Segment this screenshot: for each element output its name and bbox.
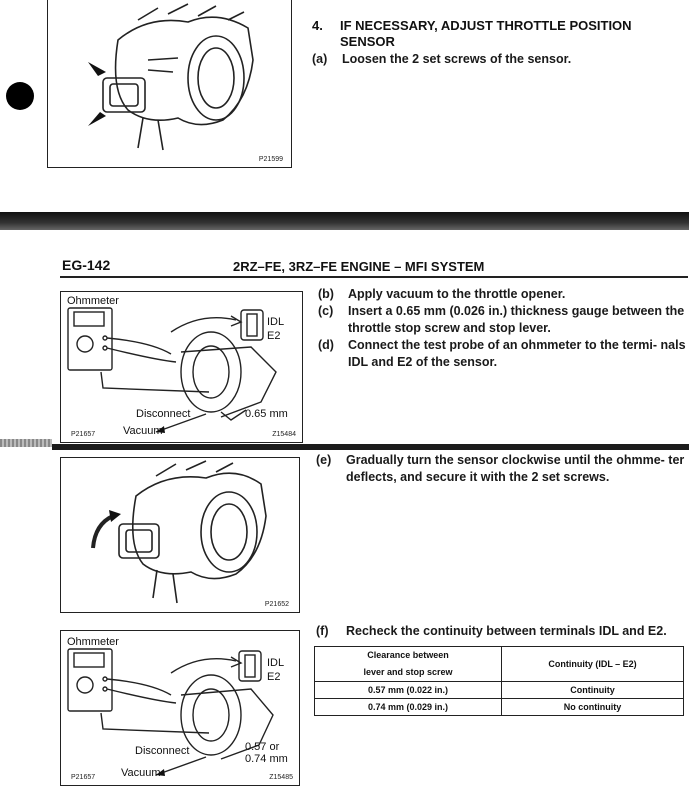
table-row xyxy=(315,682,684,699)
table-cell: No continuity xyxy=(502,699,684,716)
ohmmeter-label: Ohmmeter xyxy=(67,295,119,307)
arrow-icon xyxy=(88,62,106,76)
figure-id-right: Z15485 xyxy=(269,774,293,781)
disconnect-label: Disconnect xyxy=(136,408,191,420)
item-label: (b) xyxy=(318,287,334,301)
step-title-line1: IF NECESSARY, ADJUST THROTTLE POSITION xyxy=(340,18,632,33)
throttle-body-illustration xyxy=(48,0,292,168)
figure-id-left: P21657 xyxy=(71,431,96,438)
figure-id: P21652 xyxy=(264,601,289,608)
item-a xyxy=(312,51,682,68)
item-e xyxy=(316,452,686,486)
figure-id: P21599 xyxy=(258,156,283,163)
ohmmeter-wiring-illustration xyxy=(61,292,303,443)
item-text: Connect the test probe of an ohmmeter to the termi- nals IDL and E2 of the sensor. xyxy=(348,338,686,369)
probe-wire xyxy=(107,338,176,362)
figure-turn-sensor xyxy=(60,457,300,613)
item-text: Apply vacuum to the throttle opener. xyxy=(348,287,566,301)
arrow-icon xyxy=(88,112,106,126)
scan-divider-gray xyxy=(0,439,52,447)
scan-divider-bar xyxy=(0,212,689,230)
e2-label: E2 xyxy=(267,330,281,342)
vacuum-label: Vacuum xyxy=(121,767,161,779)
gauge-label-line1: 0.57 or xyxy=(245,741,280,753)
clockwise-arrow-icon xyxy=(109,510,121,522)
figure-id-right: Z15484 xyxy=(272,431,296,438)
clockwise-arrow xyxy=(93,516,113,548)
item-label: (c) xyxy=(318,304,334,318)
rotation-arrow xyxy=(171,318,236,332)
margin-bullet xyxy=(6,82,34,110)
figure-sensor-set-screws xyxy=(47,0,292,168)
item-text: Loosen the 2 set screws of the sensor. xyxy=(342,52,572,66)
table-header-row xyxy=(315,647,684,682)
throttle-body-rotate-illustration xyxy=(61,458,300,613)
gauge-label: 0.65 mm xyxy=(245,408,288,420)
figure-ohmmeter-recheck xyxy=(60,630,300,786)
header-rule xyxy=(60,276,688,278)
item-label: (f) xyxy=(316,624,329,638)
item-label: (d) xyxy=(318,338,334,352)
continuity-table xyxy=(314,646,684,716)
probe-wire xyxy=(107,679,176,703)
item-text: Recheck the continuity between terminals IDL and E2. xyxy=(346,624,667,638)
item-text: Insert a 0.65 mm (0.026 in.) thickness gauge between the throttle stop screw and stop lever. xyxy=(348,304,685,335)
disconnect-label: Disconnect xyxy=(135,745,190,757)
page-number: EG-142 xyxy=(62,257,111,273)
header-col1-line2: lever and stop screw xyxy=(363,667,453,677)
table-cell: Continuity xyxy=(502,682,684,699)
gauge-label-line2: 0.74 mm xyxy=(245,753,288,765)
item-label: (e) xyxy=(316,453,332,467)
table-row xyxy=(315,699,684,716)
item-c xyxy=(318,303,686,337)
item-d xyxy=(318,337,686,371)
rotation-arrow xyxy=(171,659,236,673)
idl-label: IDL xyxy=(267,316,285,328)
vacuum-label: Vacuum xyxy=(123,425,163,437)
item-f xyxy=(316,623,686,640)
page-title: 2RZ–FE, 3RZ–FE ENGINE – MFI SYSTEM xyxy=(233,259,485,274)
figure-id-left: P21657 xyxy=(71,774,96,781)
item-b xyxy=(318,286,686,303)
header-col1-line1: Clearance between xyxy=(367,650,449,660)
idl-label: IDL xyxy=(267,657,285,669)
table-header-cell xyxy=(315,647,502,682)
item-text: Gradually turn the sensor clockwise until the ohmme- ter deflects, and secure it with the 2 set screws. xyxy=(346,453,685,484)
item-label: (a) xyxy=(312,52,328,66)
table-cell: 0.57 mm (0.022 in.) xyxy=(315,682,502,699)
figure-ohmmeter-check xyxy=(60,291,303,443)
step-title-line2: SENSOR xyxy=(340,34,395,49)
ohmmeter-label: Ohmmeter xyxy=(67,636,119,648)
table-header-cell: Continuity (IDL – E2) xyxy=(502,647,684,682)
step-number: 4. xyxy=(312,18,323,33)
e2-label: E2 xyxy=(267,671,281,683)
table-cell: 0.74 mm (0.029 in.) xyxy=(315,699,502,716)
scan-divider-line xyxy=(52,444,689,450)
